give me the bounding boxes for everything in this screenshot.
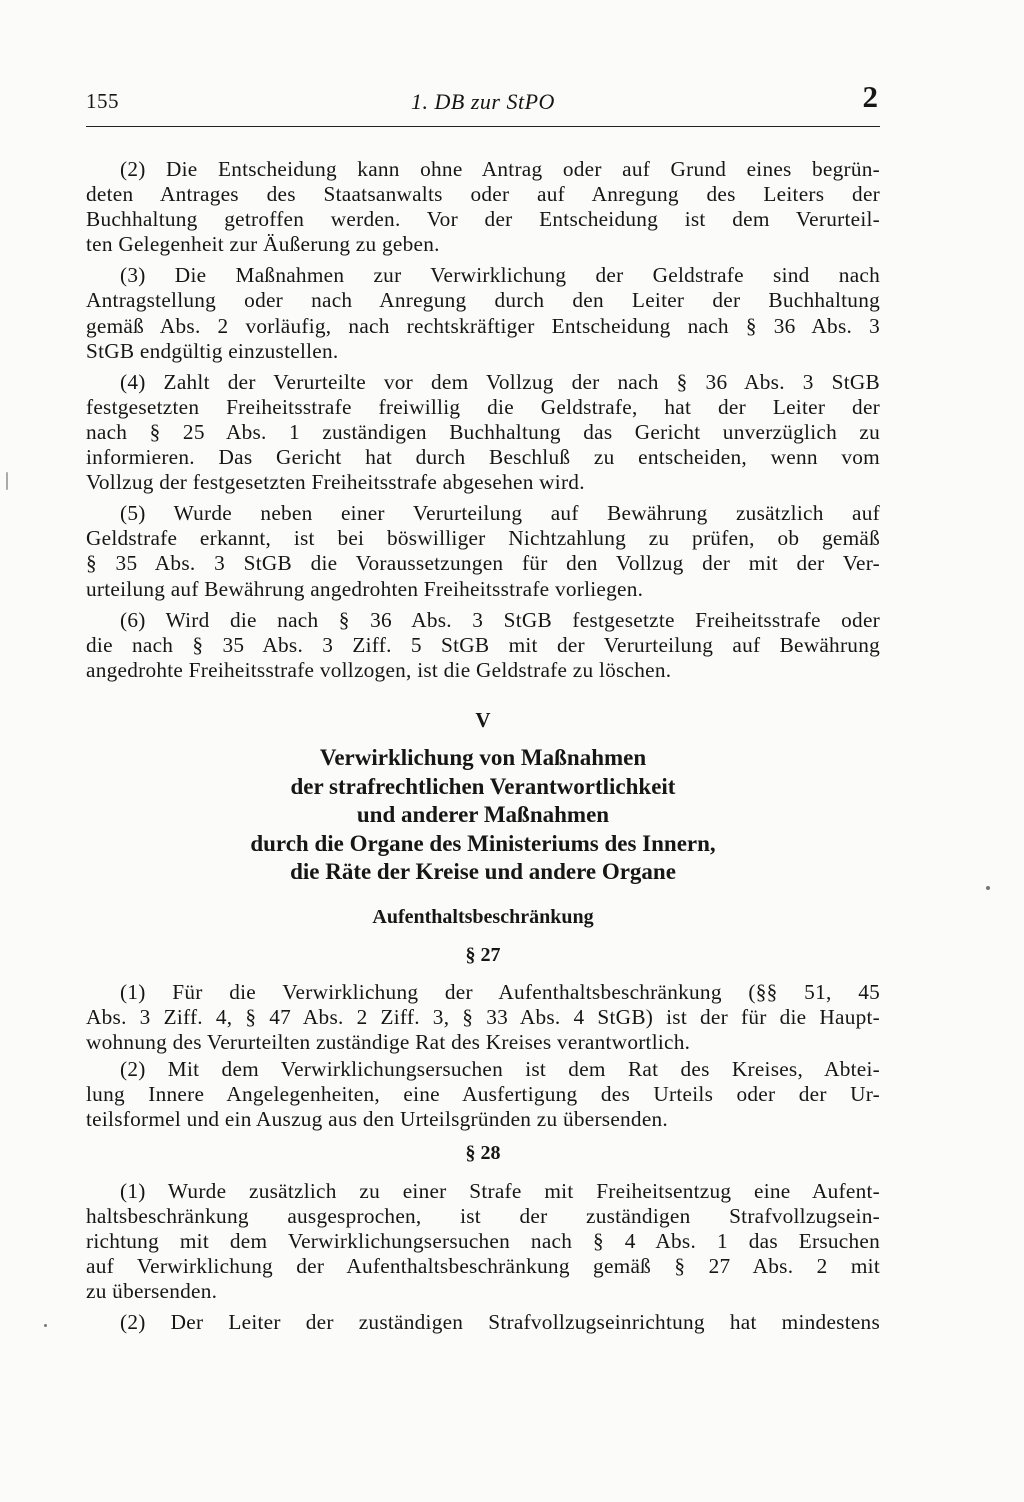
chapter-title-line: der strafrechtlichen Verantwortlichkeit: [290, 773, 676, 799]
text-line: zu übersenden.: [86, 1279, 218, 1304]
text-line: (3) Die Maßnahmen zur Verwirklichung der Geldstrafe sind nach: [120, 263, 880, 288]
section-27-paragraph-1: [86, 980, 880, 1055]
text-line: informieren. Das Gericht hat durch Beschluß zu entscheiden, wenn vom: [86, 445, 880, 470]
text-line: Abs. 3 Ziff. 4, § 47 Abs. 2 Ziff. 3, § 33 Abs. 4 StGB) ist der für die Haupt-: [86, 1005, 880, 1030]
text-line: ten Gelegenheit zur Äußerung zu geben.: [86, 232, 440, 257]
text-line: deten Antrages des Staatsanwalts oder auf Anregung des Leiters der: [86, 182, 880, 207]
chapter-title: [86, 744, 880, 887]
chapter-title-line: durch die Organe des Ministeriums des Innern,: [250, 830, 716, 856]
text-line: wohnung des Verurteilten zuständige Rat des Kreises verantwortlich.: [86, 1030, 691, 1055]
text-line: richtung mit dem Verwirklichungsersuchen nach § 4 Abs. 1 das Ersuchen: [86, 1229, 880, 1254]
scan-speck: [6, 472, 8, 490]
paragraph-3: [86, 263, 880, 363]
scan-speck: [44, 1324, 47, 1327]
section-27-label: § 27: [465, 944, 501, 966]
text-line: § 35 Abs. 3 StGB die Voraussetzungen für den Vollzug der mit der Ver-: [86, 551, 880, 576]
text-line: urteilung auf Bewährung angedrohten Freiheitsstrafe vorliegen.: [86, 576, 644, 601]
text-line: nach § 25 Abs. 1 zuständigen Buchhaltung das Gericht unverzüglich zu: [86, 419, 880, 444]
text-line: Antragstellung oder nach Anregung durch den Leiter der Buchhaltung: [86, 288, 880, 313]
section-number: 2: [862, 79, 878, 114]
text-line: Buchhaltung getroffen werden. Vor der Entscheidung ist dem Verurteil-: [86, 207, 880, 232]
section-28-paragraph-1: [86, 1179, 880, 1304]
paragraph-block-1: [86, 157, 880, 683]
paragraph-2: [86, 157, 880, 257]
text-line: Geldstrafe erkannt, ist bei böswilliger Nichtzahlung zu prüfen, ob gemäß: [86, 526, 880, 551]
chapter-numeral: V: [475, 708, 491, 732]
paragraph-6: [86, 608, 880, 683]
text-line: festgesetzten Freiheitsstrafe freiwillig die Geldstrafe, hat der Leiter der: [86, 394, 880, 419]
running-title: 1. DB zur StPO: [411, 89, 555, 114]
subsection-title: Aufenthaltsbeschränkung: [372, 906, 594, 928]
page-number: 155: [86, 89, 119, 113]
text-line: die nach § 35 Abs. 3 Ziff. 5 StGB mit der Verurteilung auf Bewährung: [86, 632, 880, 657]
text-line: (1) Wurde zusätzlich zu einer Strafe mit Freiheitsentzug eine Aufent-: [120, 1179, 880, 1203]
text-line: angedrohte Freiheitsstrafe vollzogen, ist die Geldstrafe zu löschen.: [86, 657, 672, 682]
chapter-title-line: Verwirklichung von Maßnahmen: [319, 745, 647, 770]
text-line: haltsbeschränkung ausgesprochen, ist der zuständigen Strafvollzugsein-: [86, 1204, 880, 1229]
text-line: (2) Der Leiter der zuständigen Strafvollzugseinrichtung hat mindestens: [120, 1310, 880, 1335]
text-line: (5) Wurde neben einer Verurteilung auf Bewährung zusätzlich auf: [120, 501, 880, 526]
text-line: gemäß Abs. 2 vorläufig, nach rechtskräftiger Entscheidung nach § 36 Abs. 3: [86, 313, 880, 338]
text-line: (6) Wird die nach § 36 Abs. 3 StGB festgesetzte Freiheitsstrafe oder: [120, 607, 880, 632]
text-line: (1) Für die Verwirklichung der Aufenthaltsbeschränkung (§§ 51, 45: [120, 980, 880, 1004]
scan-speck: [986, 886, 990, 890]
section-28-paragraph-2: [86, 1310, 880, 1335]
text-line: (4) Zahlt der Verurteilte vor dem Vollzug der nach § 36 Abs. 3 StGB: [120, 369, 880, 394]
header-rule: [86, 126, 880, 127]
text-line: lung Innere Angelegenheiten, eine Ausfertigung des Urteils oder der Ur-: [86, 1082, 880, 1107]
section-28-label: § 28: [465, 1142, 501, 1164]
chapter-title-line: und anderer Maßnahmen: [356, 802, 610, 827]
text-line: teilsformel und ein Auszug aus den Urteilsgründen zu übersenden.: [86, 1107, 668, 1132]
running-header: [86, 79, 880, 123]
paragraph-5: [86, 501, 880, 601]
text-line: Vollzug der festgesetzten Freiheitsstrafe abgesehen wird.: [86, 470, 585, 495]
section-27-paragraph-2: [86, 1057, 880, 1132]
text-line: (2) Die Entscheidung kann ohne Antrag oder auf Grund eines begrün-: [120, 157, 880, 181]
text-line: (2) Mit dem Verwirklichungsersuchen ist dem Rat des Kreises, Abtei-: [120, 1057, 880, 1082]
text-line: StGB endgültig einzustellen.: [86, 338, 339, 363]
section-28-body: [86, 1179, 880, 1336]
text-line: auf Verwirklichung der Aufenthaltsbeschränkung gemäß § 27 Abs. 2 mit: [86, 1254, 880, 1279]
paragraph-4: [86, 370, 880, 495]
section-27-body: [86, 980, 880, 1133]
chapter-title-line: die Räte der Kreise und andere Organe: [290, 859, 676, 884]
